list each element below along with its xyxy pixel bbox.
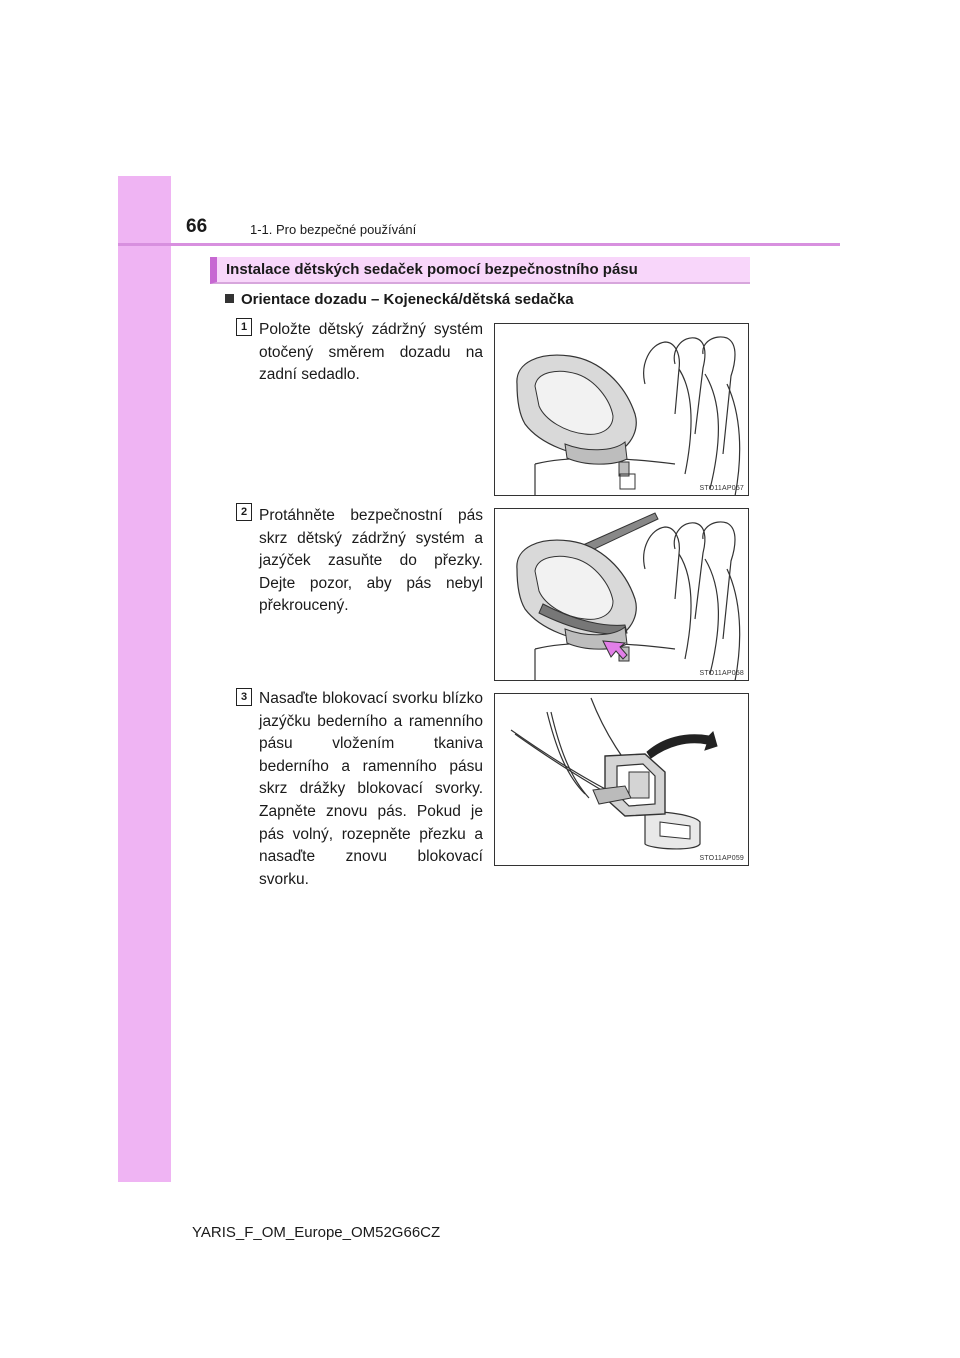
step-text-2: Protáhněte bezpečnostní pás skrz dětský zádržný systém a jazýček zasuňte do přezky. Dejte pozor, aby pás nebyl překroucený.: [259, 507, 483, 615]
square-bullet-icon: [225, 294, 234, 303]
chapter-title: 1-1. Pro bezpečné používání: [250, 222, 417, 237]
figure-belt-routed-through-seat: [494, 508, 749, 681]
subheading: [225, 291, 574, 308]
figure-rear-facing-seat-placed: [494, 323, 749, 496]
figure-code-2: STO11AP058: [699, 670, 744, 677]
section-heading-bar: [210, 257, 750, 284]
header-divider: [118, 243, 840, 246]
step-number-3: 3: [236, 688, 252, 706]
subheading-label: Orientace dozadu – Kojenecká/dětská sedačka: [241, 291, 574, 308]
step-number-1: 1: [236, 318, 252, 336]
figure-locking-clip: [494, 693, 749, 866]
document-code: YARIS_F_OM_Europe_OM52G66CZ: [192, 1224, 441, 1241]
car-seat-illustration-2: [495, 509, 749, 681]
section-title: Instalace dětských sedaček pomocí bezpečnostního pásu: [226, 261, 638, 278]
step-number-2: 2: [236, 503, 252, 521]
step-text-3: Nasaďte blokovací svorku blízko jazýčku bederního a ramenního pásu vložením tkaniva bederního a ramenního pásu skrz drážky blokovací svorky. Zapněte znovu pás. Pokud je pás volný, rozepněte přezku a nasaďte znovu blokovací svorku.: [259, 690, 483, 888]
chapter-sidebar-tab: [118, 176, 171, 1182]
figure-code-3: STO11AP059: [699, 855, 744, 862]
locking-clip-illustration: [495, 694, 749, 866]
car-seat-illustration-1: [495, 324, 749, 496]
step-text-1: Položte dětský zádržný systém otočený směrem dozadu na zadní sedadlo.: [259, 321, 483, 384]
figure-code-1: STO11AP057: [699, 485, 744, 492]
page-number: 66: [186, 216, 208, 237]
